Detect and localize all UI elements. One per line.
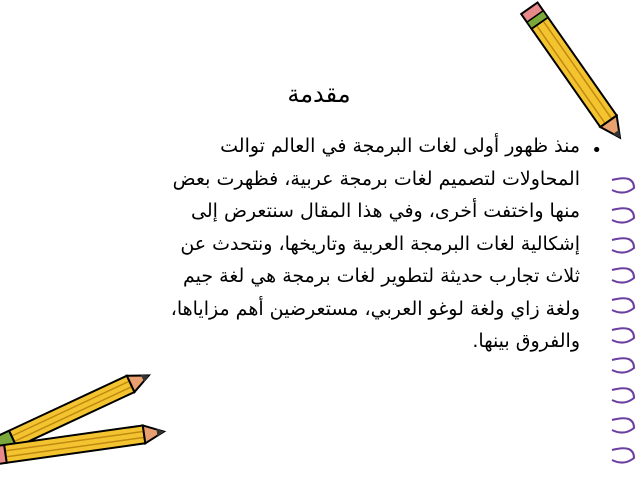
paragraph-line: المحاولات لتصميم لغات برمجة عربية، فظهرت بعض <box>172 167 580 190</box>
paragraph-line: منذ ظهور أولى لغات البرمجة في العالم توالت <box>220 135 580 157</box>
bullet-paragraph <box>60 130 602 358</box>
bullet-marker: • <box>591 140 602 161</box>
slide-title: مقدمة <box>287 80 351 108</box>
paragraph-line: والفروق بينها. <box>472 330 580 352</box>
spiral-binding <box>608 175 638 475</box>
paragraph-line: ثلاث تجارب حديثة لتطوير لغات برمجة هي لغة جيم <box>182 265 580 287</box>
pencil-icon <box>500 0 638 150</box>
pencils-icon <box>0 345 175 479</box>
paragraph-line: إشكالية لغات البرمجة العربية وتاريخها، ونتحدث عن <box>180 232 580 255</box>
paragraph-line: ولغة زاي ولغة لوغو العربي، مستعرضين أهم مزاياها، <box>170 297 580 320</box>
paragraph-line: منها واختفت أخرى، وفي هذا المقال سنتعرض إلى <box>191 200 580 222</box>
